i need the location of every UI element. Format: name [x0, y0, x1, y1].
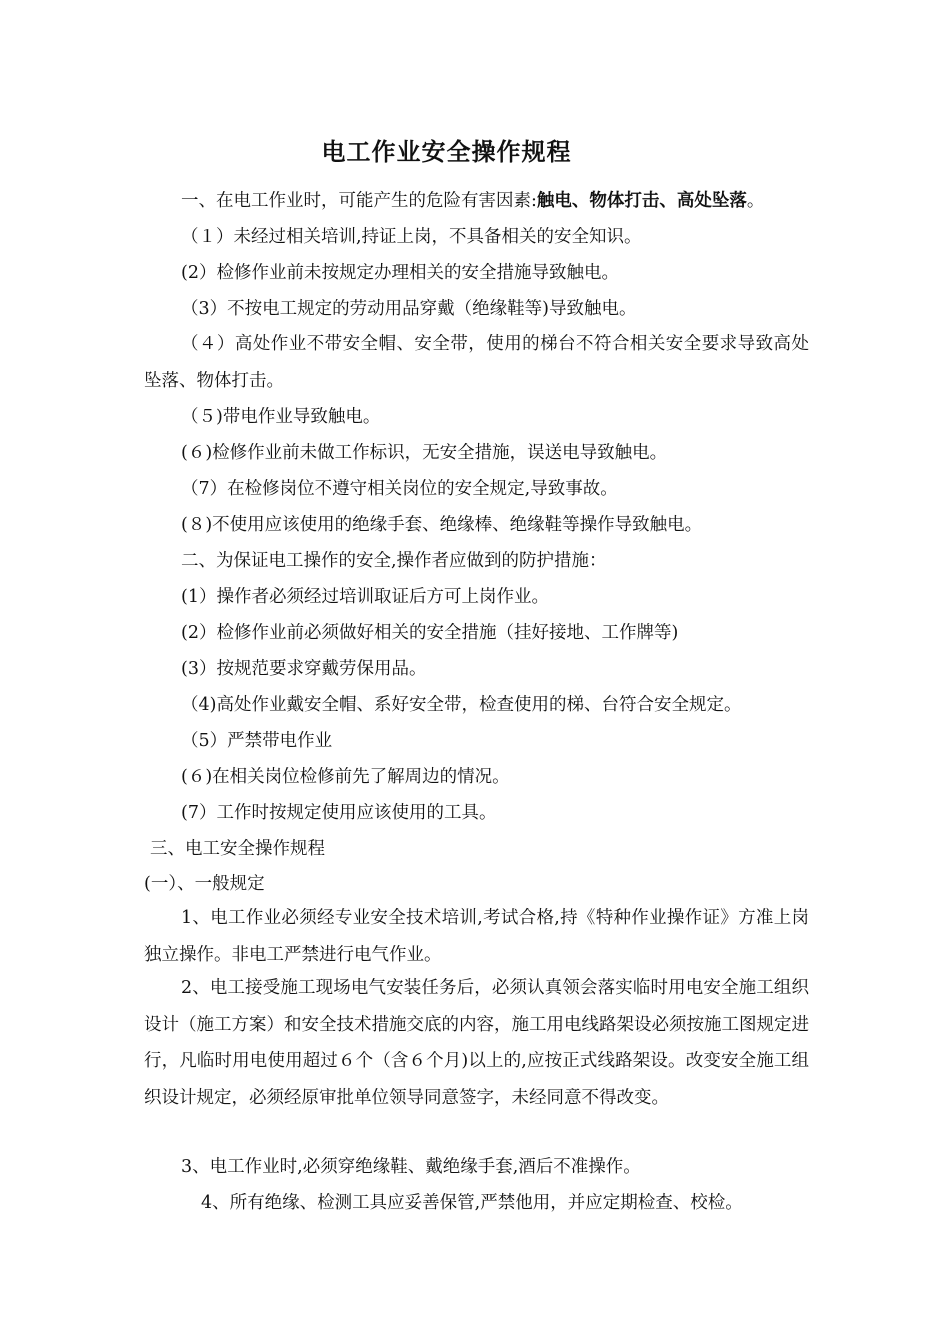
- section1-item-7: （7）在检修岗位不遵守相关岗位的安全规定,导致事故。: [181, 479, 618, 499]
- section1-intro: [181, 190, 764, 212]
- section1-intro-suffix: 。: [746, 191, 765, 211]
- hazard-factors: 触电、物体打击、高处坠落: [536, 191, 747, 211]
- section1-item-1: （１）未经过相关培训,持证上岗，不具备相关的安全知识。: [181, 227, 642, 247]
- section3-heading: 三、电工安全操作规程: [150, 839, 325, 859]
- section2-item-3: (3）按规范要求穿戴劳保用品。: [181, 659, 427, 679]
- section2-item-1: (1）操作者必须经过培训取证后方可上岗作业。: [181, 587, 549, 607]
- section2-item-5: （5）严禁带电作业: [181, 731, 333, 751]
- section3-subheading: (一）、一般规定: [144, 874, 265, 894]
- section3-paragraph-1: 1、电工作业必须经专业安全技术培训,考试合格,持《特种作业操作证》方准上岗独立操作。非电工严禁进行电气作业。: [144, 908, 809, 965]
- section3-paragraph-2: 2、电工接受施工现场电气安装任务后，必须认真领会落实临时用电安全施工组织设计（施工方案）和安全技术措施交底的内容，施工用电线路架设必须按施工图规定进行，凡临时用电使用超过６个（含６个月)以上的,应按正式线路架设。改变安全施工组织设计规定，必须经原审批单位领导同意签字，未经同意不得改变。: [144, 978, 809, 1108]
- section1-item-4: （４）高处作业不带安全帽、安全带，使用的梯台不符合相关安全要求导致高处坠落、物体打击。: [144, 334, 809, 391]
- section1-item-2: (2）检修作业前未按规定办理相关的安全措施导致触电。: [181, 263, 619, 283]
- section2-item-7: (7）工作时按规定使用应该使用的工具。: [181, 803, 497, 823]
- section1-item-8: (８)不使用应该使用的绝缘手套、绝缘棒、绝缘鞋等操作导致触电。: [181, 515, 703, 535]
- section1-item-5: （５)带电作业导致触电。: [181, 407, 381, 427]
- section2-item-6: (６)在相关岗位检修前先了解周边的情况。: [181, 767, 510, 787]
- section1-intro-prefix: 一、在电工作业时，可能产生的危险有害因素:: [181, 191, 537, 211]
- document-title: 电工作业安全操作规程: [321, 138, 572, 166]
- section3-paragraph-3: 3、电工作业时,必须穿绝缘鞋、戴绝缘手套,酒后不准操作。: [181, 1157, 641, 1177]
- section1-item-6: (６)检修作业前未做工作标识，无安全措施，误送电导致触电。: [181, 443, 668, 463]
- section2-item-2: (2）检修作业前必须做好相关的安全措施（挂好接地、工作牌等): [181, 623, 679, 643]
- section2-item-4: （4)高处作业戴安全帽、系好安全带，检查使用的梯、台符合安全规定。: [181, 695, 742, 715]
- section3-paragraph-4: 4、所有绝缘、检测工具应妥善保管,严禁他用，并应定期检查、校检。: [201, 1193, 743, 1213]
- section1-item-3: （3）不按电工规定的劳动用品穿戴（绝缘鞋等)导致触电。: [181, 299, 637, 319]
- section2-heading: 二、为保证电工操作的安全,操作者应做到的防护措施：: [181, 551, 607, 571]
